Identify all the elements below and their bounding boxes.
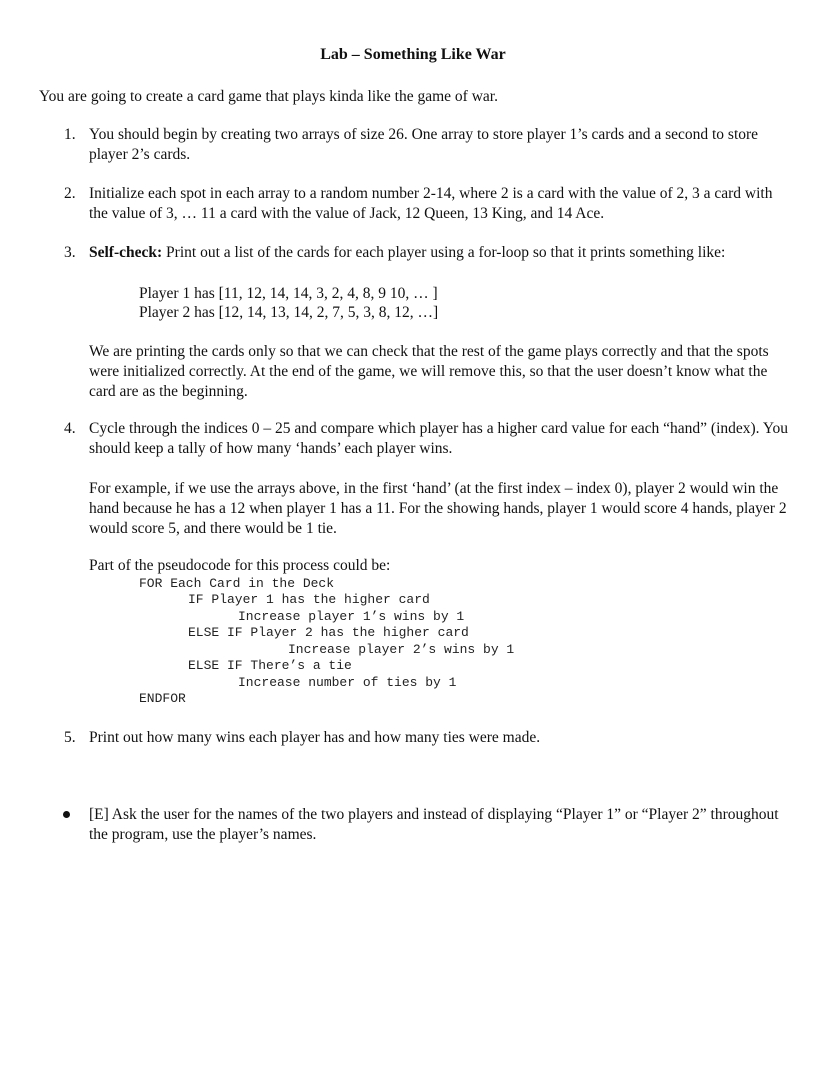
- example-text: For example, if we use the arrays above, in the first ‘hand’ (at the first index – index 0), player 2 would win the hand because he has a 12 when player 1 has a 11. For the showing hands, player 1 would score 4 hands, player 2 would score 5, and there would be 1 tie.: [89, 480, 787, 537]
- sample-output: [139, 284, 438, 322]
- extra-text: [E] Ask the user for the names of the two players and instead of displaying “Player 1” or “Player 2” throughout the program, use the player’s names.: [89, 806, 779, 843]
- step-text: Print out how many wins each player has and how many ties were made.: [89, 729, 541, 746]
- code-line: Increase number of ties by 1: [238, 675, 457, 690]
- intro-text: You are going to create a card game that plays kinda like the game of war.: [39, 88, 498, 105]
- step-2: [64, 184, 794, 224]
- step-number: 1.: [64, 126, 76, 143]
- step-text: Print out a list of the cards for each player using a for-loop so that it prints something like:: [162, 244, 726, 261]
- code-line: ELSE IF Player 2 has the higher card: [188, 625, 469, 640]
- page-title: Lab – Something Like War: [320, 46, 506, 63]
- step-3-note: [64, 342, 794, 402]
- step-number: 5.: [64, 729, 76, 746]
- step-4-example: [64, 479, 794, 539]
- step-number: 3.: [64, 244, 76, 261]
- code-line: FOR Each Card in the Deck: [139, 576, 335, 591]
- extra-item: [64, 805, 794, 845]
- self-check-label: Self-check:: [89, 244, 163, 261]
- step-5: [64, 728, 794, 748]
- step-number: 2.: [64, 185, 76, 202]
- step-3: [64, 243, 794, 263]
- step-text: Initialize each spot in each array to a random number 2-14, where 2 is a card with the value of 2, 3 a card with the value of 3, … 11 a card with the value of Jack, 12 Queen, 13 King, and 14 Ace.: [89, 185, 773, 222]
- code-line: ELSE IF There’s a tie: [188, 658, 352, 673]
- code-line: Increase player 2’s wins by 1: [288, 642, 515, 657]
- step-number: 4.: [64, 420, 76, 437]
- note-text: We are printing the cards only so that we can check that the rest of the game plays correctly and that the spots were initialized correctly. At the end of the game, we will remove this, so that the user doesn’t know what the card are as the beginning.: [89, 343, 769, 400]
- step-4: [64, 419, 794, 459]
- code-line: Increase player 1’s wins by 1: [238, 609, 465, 624]
- code-line: ENDFOR: [139, 691, 186, 706]
- pseudo-intro-text: Part of the pseudocode for this process could be:: [89, 557, 391, 574]
- step-text: You should begin by creating two arrays of size 26. One array to store player 1’s cards and a second to store player 2’s cards.: [89, 126, 759, 163]
- sample-line-player2: Player 2 has [12, 14, 13, 14, 2, 7, 5, 3, 8, 12, …]: [139, 304, 439, 321]
- code-line: IF Player 1 has the higher card: [188, 592, 430, 607]
- step-text: Cycle through the indices 0 – 25 and compare which player has a higher card value for each “hand” (index). You should keep a tally of how many ‘hands’ each player wins.: [89, 420, 788, 457]
- step-1: [64, 125, 794, 165]
- sample-line-player1: Player 1 has [11, 12, 14, 14, 3, 2, 4, 8, 9 10, … ]: [139, 285, 438, 302]
- step-4-pseudo-intro: [64, 556, 794, 576]
